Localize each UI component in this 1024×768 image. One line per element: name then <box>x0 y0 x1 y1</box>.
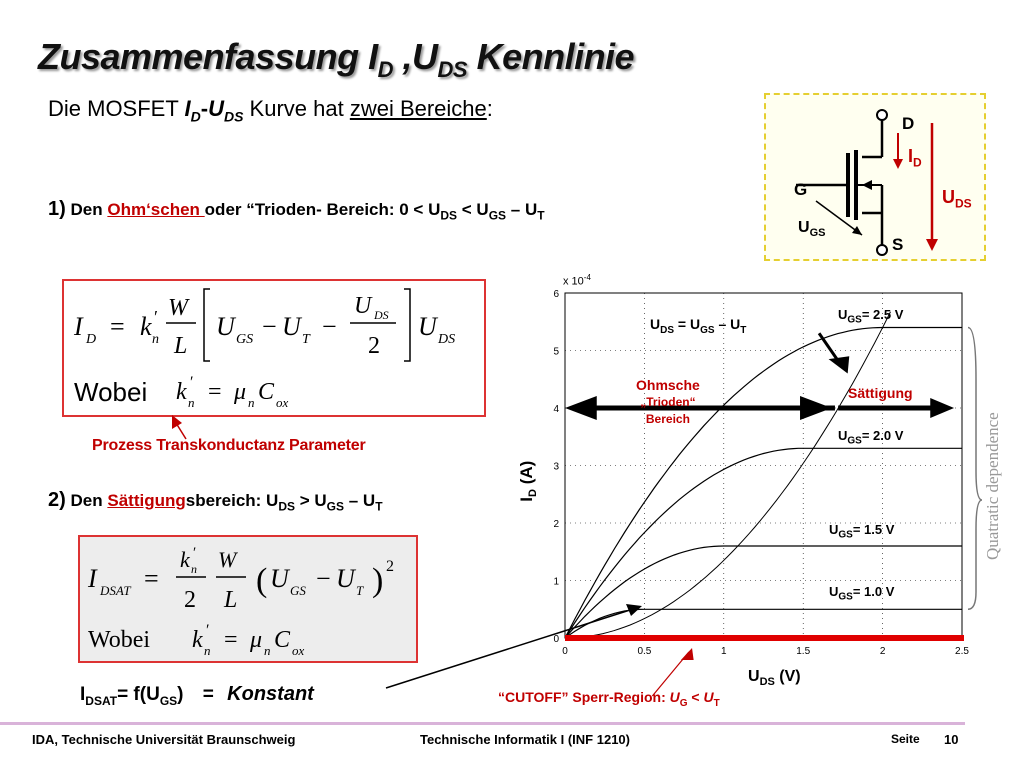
svg-text:′: ′ <box>154 307 158 327</box>
svg-text:′: ′ <box>193 545 197 561</box>
svg-text:DS: DS <box>374 308 389 322</box>
svg-text:n: n <box>264 643 271 658</box>
section-1-text: 1) Den Ohm‘schen oder “Trioden- Bereich: $0 < U_{DS} < U_{GS} - U_T$ <box>48 198 545 223</box>
footer-seite: Seite <box>891 732 920 746</box>
plot-area <box>565 293 962 638</box>
y-exponent-label: x $10^{-4}$ <box>563 273 591 288</box>
svg-text:k: k <box>176 379 187 405</box>
svg-text:μ: μ <box>234 379 247 405</box>
y-tick-label: 4 <box>553 404 559 415</box>
slide-title: Zusammenfassung $I_D$ $,U_{DS}$ Kennlinie <box>38 36 635 83</box>
x-tick-label: 1 <box>721 646 727 657</box>
svg-text:GS: GS <box>290 583 306 598</box>
svg-text:n: n <box>152 332 159 347</box>
svg-text:U: U <box>282 312 301 341</box>
svg-text:U: U <box>336 564 355 593</box>
quadratic-label: Quatratic dependence <box>983 412 1002 560</box>
svg-text:D: D <box>86 332 97 347</box>
curve-label-25: $U_{GS}= 2.5$ V <box>838 307 904 326</box>
svg-text:): ) <box>372 562 384 599</box>
chart-xlabel: $U_{DS}$ (V) <box>748 668 801 689</box>
svg-text:W: W <box>168 295 188 321</box>
svg-text:GS: GS <box>236 332 254 347</box>
svg-text:I: I <box>88 564 97 593</box>
footer-course: Technische Informatik I (INF 1210) <box>420 732 630 747</box>
curve-label-15: $U_{GS}= 1.5$ V <box>829 522 895 541</box>
chart-ylabel: $I_D$ (A) <box>516 460 540 502</box>
y-tick-label: 3 <box>553 461 559 473</box>
svg-text:L: L <box>224 587 238 613</box>
formula-sat-box <box>78 535 418 663</box>
y-tick-label: 1 <box>553 576 559 588</box>
svg-text:2: 2 <box>368 333 380 359</box>
svg-text:k: k <box>192 627 203 653</box>
svg-text:−: − <box>262 312 277 341</box>
svg-text:U: U <box>354 293 372 319</box>
cutoff-pointer-head <box>681 648 694 660</box>
x-tick-label: 1.5 <box>796 646 811 657</box>
svg-text:n: n <box>204 643 211 658</box>
chart-grid <box>565 293 962 638</box>
svg-text:k: k <box>180 547 190 572</box>
formula-triode-box <box>62 279 486 417</box>
svg-text:T: T <box>356 583 364 598</box>
svg-text:U: U <box>418 312 437 341</box>
x-tick-label: 2 <box>879 646 886 657</box>
drain-label: D <box>902 114 915 133</box>
svg-text:2: 2 <box>184 587 196 613</box>
id-label: $I_D$ <box>908 146 922 170</box>
svg-text:n: n <box>191 562 197 576</box>
x-tick-label: 0.5 <box>637 646 652 657</box>
footer-rule <box>0 722 965 725</box>
svg-text:DS: DS <box>438 332 456 347</box>
uds-circuit-label: $U_{DS}$ <box>942 187 972 211</box>
source-label: S <box>892 235 904 254</box>
svg-text:L: L <box>174 333 188 359</box>
svg-text:2: 2 <box>386 558 394 575</box>
svg-text:μ: μ <box>250 627 263 653</box>
idsat-statement: $I_{DSAT}= f(U_{GS})$ = Konstant <box>80 683 314 708</box>
svg-text:W: W <box>218 547 237 572</box>
x-tick-label: 0 <box>562 646 568 657</box>
konstant-arrow <box>380 594 650 698</box>
wobei-label-1: Wobei <box>74 377 148 407</box>
prozess-label: Prozess Transkonductanz Parameter <box>92 437 366 454</box>
y-tick-label: 0 <box>553 634 559 645</box>
ugs-circuit-label: $U_{GS}$ <box>798 219 826 240</box>
svg-text:n: n <box>248 395 255 410</box>
cutoff-label: “CUTOFF” Sperr-Region: $U_G < U_T$ <box>498 689 720 709</box>
svg-text:=: = <box>224 627 238 653</box>
y-tick-label: 6 <box>553 289 559 300</box>
svg-text:′: ′ <box>190 374 194 391</box>
svg-text:−: − <box>316 564 331 593</box>
svg-text:DSAT: DSAT <box>100 583 131 598</box>
svg-text:−: − <box>322 312 337 341</box>
svg-text:′: ′ <box>206 622 210 639</box>
curve-label-10: $U_{GS}= 1.0$ V <box>829 584 895 603</box>
svg-text:C: C <box>258 379 275 405</box>
x-tick-label: 2.5 <box>955 646 969 657</box>
svg-text:=: = <box>208 379 222 405</box>
svg-text:C: C <box>274 627 291 653</box>
quadratic-brace <box>968 328 982 610</box>
footer-institution: IDA, Technische Universität Braunschweig <box>32 732 296 747</box>
page-number: 10 <box>944 732 959 747</box>
svg-text:I: I <box>74 312 83 341</box>
section-2-text: 2) Den Sättigungsbereich: $U_{DS} > U_{GS} - U_T$ <box>48 489 383 514</box>
svg-text:=: = <box>144 564 159 593</box>
wobei-label-2: Wobei <box>88 627 151 653</box>
svg-text:(: ( <box>256 562 268 599</box>
formula-saturation <box>80 537 416 661</box>
sattigung-label: Sättigung <box>848 385 913 401</box>
ohmsche-label: Ohmsche „Trioden“ Bereich <box>636 377 700 426</box>
svg-text:U: U <box>216 312 235 341</box>
gate-label: G <box>794 180 808 199</box>
svg-text:T: T <box>302 332 310 347</box>
svg-text:ox: ox <box>276 395 289 410</box>
slide-subtitle: Die MOSFET $I_D-U_{DS}$ Kurve hat zwei Bereiche: <box>48 96 493 125</box>
svg-text:=: = <box>110 312 125 341</box>
svg-text:n: n <box>188 395 195 410</box>
svg-text:ox: ox <box>292 643 305 658</box>
svg-text:k: k <box>140 312 152 341</box>
mosfet-circuit <box>764 93 986 261</box>
svg-text:U: U <box>270 564 289 593</box>
uds-boundary-label: $U_{DS} = U_{GS} - U_T$ <box>650 316 747 336</box>
y-tick-label: 5 <box>553 346 559 358</box>
formula-triode <box>64 281 484 415</box>
y-tick-label: 2 <box>553 519 559 530</box>
curve-label-20: $U_{GS}= 2.0$ V <box>838 428 904 447</box>
